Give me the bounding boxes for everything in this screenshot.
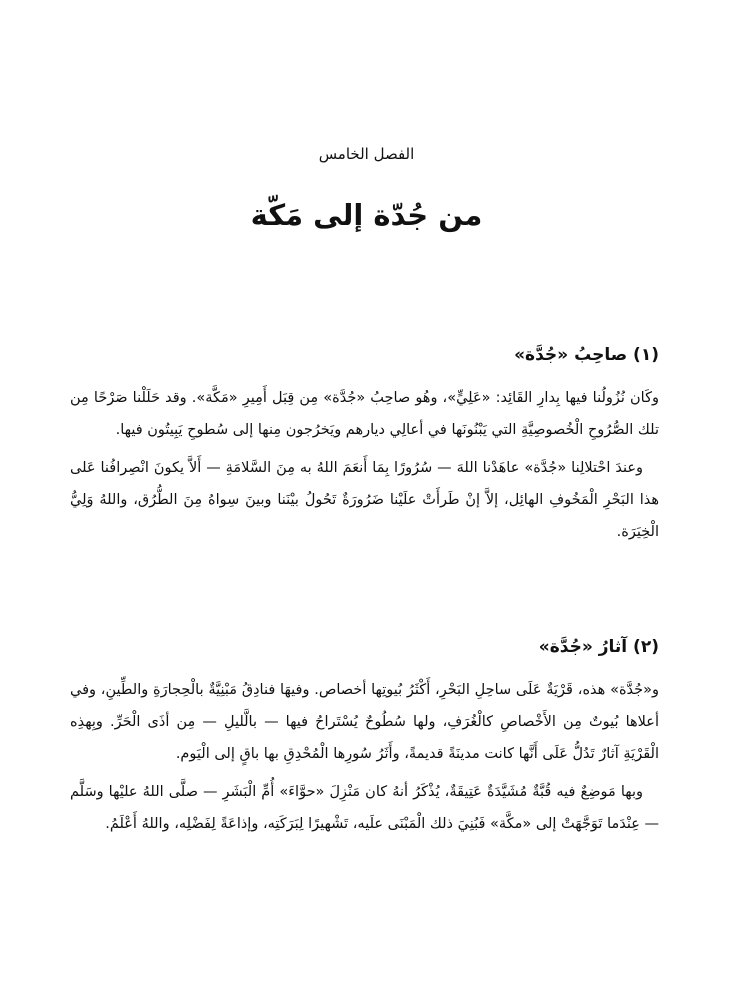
section-jeddah-ruler — [70, 340, 659, 548]
section-heading: (١) صاحِبُ «جُدَّة» — [514, 345, 659, 365]
section-heading: (٢) آثارُ «جُدَّة» — [538, 637, 659, 657]
paragraph: وعندَ احْتلالِنا «جُدَّة» عاهَدْنا اللهَ — سُرُورًا بِمَا أَنعَمَ اللهُ به مِنَ السَّلامَةِ — أَلاَّ يكونَ انْصِرافُنا عَلى هذا البَحْرِ الْمَخُوفِ الهائِل، إلاَّ إنْ طَرأَتْ علَيْنا ضَرُورَةٌ تَحُولُ بيْنَنا وبينَ سِواهُ مِنَ الطُّرُق، واللهُ وَلِيُّ الْخِيَرَة. — [70, 460, 659, 540]
chapter-label: الفصل الخامس — [318, 145, 415, 163]
paragraph: و«جُدَّة» هذه، قَرْيَةٌ عَلَى ساحِلِ البَحْرِ، أَكْثَرُ بُيوتِها أخصاص. وفيهَا فنادِقُ مَبْنِيَّةٌ بالْحِجارَةِ والطِّينِ، وفي أعلاها بُيوتٌ مِن الأَخْصاصِ كالْغُرَفِ، ولها سُطُوحٌ يُسْتَراحُ فيها — بالَّليلِ — مِن أذَى الْحَرِّ. وبِهذِه الْقَرْيَةِ آثارٌ تَدُلُّ عَلَى أَنَّها كانت مدينَةً قديمةً، وأَثَرُ سُورِها الْمُحْدِقِ بها باقٍ إلى الْيَوم. — [70, 682, 659, 762]
section-jeddah-monuments — [70, 632, 659, 840]
paragraph: وكَان نُزُولُنا فيها بِدارِ القَائِد: «عَلِيٍّ»، وهُو صاحِبُ «جُدَّة» مِن قِبَل أَمِيرِ «مَكَّة». وقد حَلَلْنا صَرْحًا مِن تلك الصُّرُوحِ الْخُصوصِيَّةِ التي يَبْنُونَها في أعالِي ديارهم ويَخرُجون مِنها إلى سُطوحِ يَبِيتُون فيها. — [70, 390, 659, 438]
paragraph: وبها مَوضِعٌ فيه قُبَّةٌ مُشَيَّدَةٌ عَتِيقَةٌ، يُذْكَرُ أنهُ كان مَنْزِلَ «حوَّاءَ» أُمِّ الْبَشَرِ — صلَّى اللهُ عليْها وسَلَّم — عِنْدَما تَوَجَّهَتْ إلى «مكَّة» فَبُنِيَ ذلك الْمَبْنَى علَيه، تَشْهيرًا لِبَرَكَتِه، وإذاعَةً لِفَضْلِه، واللهُ أَعْلَمُ. — [70, 784, 659, 832]
chapter-title: من جُدّة إلى مَكّة — [250, 198, 483, 232]
